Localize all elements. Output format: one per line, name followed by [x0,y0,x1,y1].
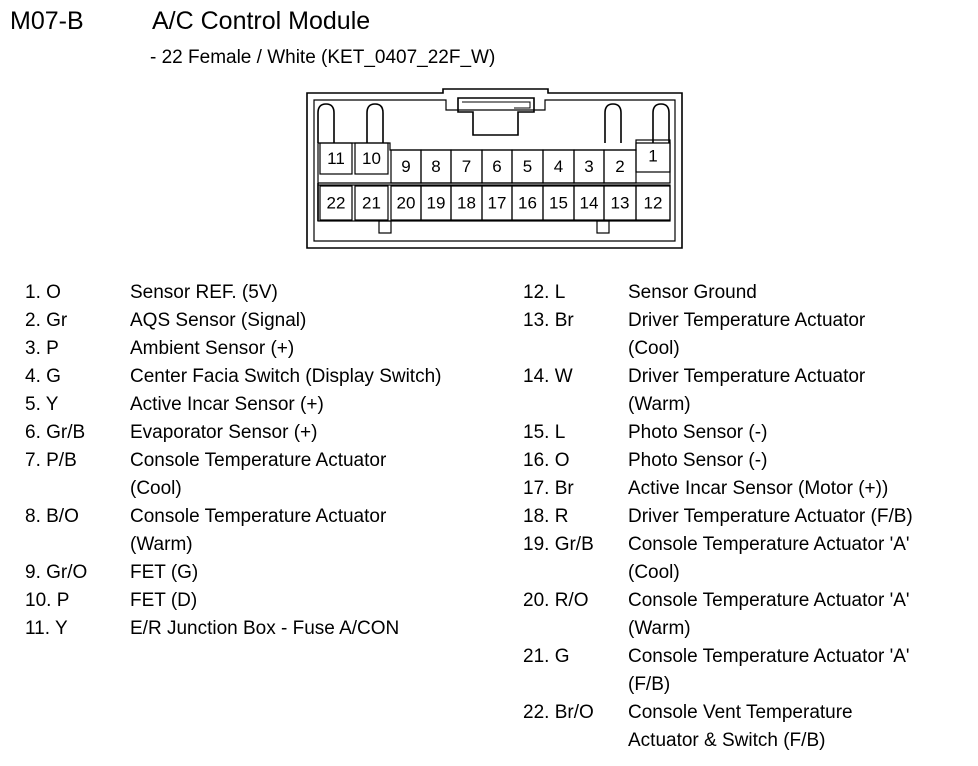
pin-15: 15 [549,193,568,213]
pin-description: Ambient Sensor (+) [130,338,295,359]
pin-6: 6 [492,157,502,176]
pin-13: 13 [610,193,630,213]
pin-10: 10 [362,149,381,168]
pin-description: (Cool) [628,338,680,359]
pin-description: Console Temperature Actuator 'A' [628,590,910,611]
pin-19: 19 [426,193,446,213]
pin-4: 4 [553,157,564,176]
pin-wire-code: 12. L [523,282,566,303]
pin-description: FET (D) [130,590,198,611]
pin-description: (Cool) [130,478,182,499]
pin-wire-code: 2. Gr [25,310,68,331]
pin-9: 9 [401,157,411,176]
pin-20: 20 [396,193,416,213]
pin-18: 18 [457,193,476,213]
pin-description: Active Incar Sensor (+) [130,394,324,415]
pin-description: Driver Temperature Actuator (F/B) [628,506,913,527]
pin-wire-code: 11. Y [25,618,68,639]
connector-subtitle: - 22 Female / White (KET_0407_22F_W) [150,47,496,68]
pin-wire-code: 15. L [523,422,566,443]
pin-16: 16 [518,193,537,213]
pin-description: Driver Temperature Actuator [628,310,866,331]
pin-description: Evaporator Sensor (+) [130,422,318,443]
pin-description: Active Incar Sensor (Motor (+)) [628,478,889,499]
pin-wire-code: 19. Gr/B [523,534,594,555]
pin-1: 1 [648,146,658,166]
pin-wire-code: 17. Br [523,478,574,499]
latch-right-2 [653,104,669,143]
connector-diagram [0,0,978,260]
pin-description: Center Facia Switch (Display Switch) [130,366,442,387]
pin-14: 14 [579,193,599,213]
pin-wire-code: 3. P [25,338,59,359]
pin-8: 8 [431,157,441,176]
pin-wire-code: 13. Br [523,310,574,331]
pin-wire-code: 21. G [523,646,570,667]
pin-description: AQS Sensor (Signal) [130,310,307,331]
pin-description: (Cool) [628,562,680,583]
connector-code: M07-B [10,7,84,35]
latch-left-2 [367,104,383,143]
pin-wire-code: 4. G [25,366,61,387]
pin-description: FET (G) [130,562,199,583]
pin-12: 12 [643,193,663,213]
pin-3: 3 [584,157,594,176]
latch-left-1 [318,104,334,143]
pin-description: Console Temperature Actuator [130,450,387,471]
pin-wire-code: 20. R/O [523,590,589,611]
pin-wire-code: 22. Br/O [523,702,594,723]
pin-description: Console Vent Temperature [628,702,853,723]
pin-description: (Warm) [628,394,691,415]
pin-2: 2 [615,157,625,176]
pin-wire-code: 18. R [523,506,569,527]
pin-wire-code: 16. O [523,450,570,471]
pin-description: Actuator & Switch (F/B) [628,730,826,751]
pin-wire-code: 9. Gr/O [25,562,88,583]
pin-wire-code: 7. P/B [25,450,77,471]
bottom-tab-right [597,221,609,233]
pin-description: Console Temperature Actuator 'A' [628,646,910,667]
pin-description: Sensor REF. (5V) [130,282,278,303]
pin-17: 17 [487,193,507,213]
pin-description: (Warm) [628,618,691,639]
pin-wire-code: 1. O [25,282,61,303]
pin-wire-code: 10. P [25,590,70,611]
pin-description: Photo Sensor (-) [628,450,768,471]
pin-description: Photo Sensor (-) [628,422,768,443]
connector-key [458,98,534,135]
pin-wire-code: 5. Y [25,394,59,415]
pin-description: (F/B) [628,674,671,695]
pin-5: 5 [522,157,533,176]
latch-right-1 [605,104,621,143]
pin-wire-code: 8. B/O [25,506,79,527]
pin-description: Console Temperature Actuator [130,506,387,527]
bottom-tab-left [379,221,391,233]
pin-21: 21 [362,193,381,213]
pin-wire-code: 14. W [523,366,573,387]
pin-22: 22 [326,193,346,213]
pin-description: Sensor Ground [628,282,757,303]
pin-description: E/R Junction Box - Fuse A/CON [130,618,400,639]
pin-7: 7 [461,157,472,176]
pin-description: Driver Temperature Actuator [628,366,866,387]
pin-11: 11 [327,149,345,168]
component-title: A/C Control Module [152,7,371,35]
pin-wire-code: 6. Gr/B [25,422,86,443]
pin-description: (Warm) [130,534,193,555]
pin-description: Console Temperature Actuator 'A' [628,534,910,555]
